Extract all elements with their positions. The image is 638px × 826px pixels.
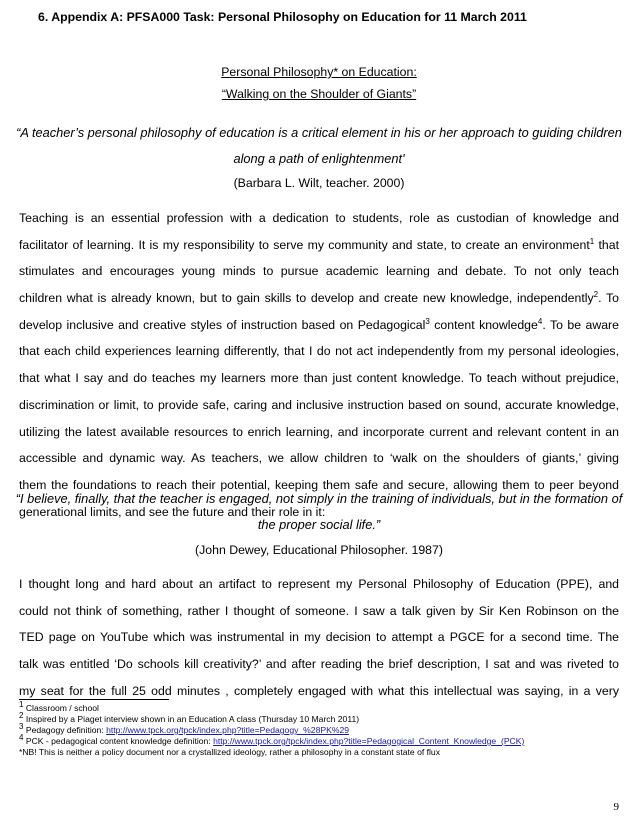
text-line: I thought long and hard about an artifact to represent my Personal Philosophy of Education (PPE), and <box>19 577 619 591</box>
essay-title: Personal Philosophy* on Education: <box>221 65 417 79</box>
quote-dewey-line2: the proper social life.” <box>257 517 381 532</box>
footnote-ref: 4 <box>537 316 543 326</box>
text-line: develop inclusive and creative styles of instruction based on Pedagogical$^3$ content knowledge$^4$. To be aware <box>19 316 619 332</box>
text-line: discrimination or limit, to provide safe, caring and inclusive instruction based on sound, accurate knowledge, <box>19 397 619 412</box>
text-line: could not think of something, rather I thought of someone. I saw a talk given by Sir Ken Robinson on the <box>19 603 619 618</box>
paragraph-teaching <box>19 205 619 525</box>
footnote-note: *NB! This is neither a policy document nor a crystallized ideology, rather a philosophy in a constant state of flux <box>19 747 440 757</box>
text-line: them the foundations to reach their potential, keeping them safe and secure, allowing them to peer beyond <box>19 477 619 492</box>
footnote-1: $^1$ Classroom / school <box>19 700 99 713</box>
text-line: TED page on YouTube which was instrumental in my decision to attempt a PGCE for a second time. The <box>19 630 619 645</box>
text-line: facilitator of learning. It is my responsibility to serve my community and state, to create an environment$^1$ that <box>19 236 619 252</box>
text-line: talk was entitled ‘Do schools kill creativity?’ and after reading the brief description, I sat and was riveted to <box>19 657 619 672</box>
quote-dewey-line1: “I believe, finally, that the teacher is engaged, not simply in the training of individuals, but in the formation of <box>15 491 623 506</box>
text-line: my seat for the full 25 odd minutes , completely engaged with what this intellectual was saying, in a very <box>19 683 619 698</box>
footnote-3: $^3$ Pedagogy definition: http://www.tpck.org/tpck/index.php?title=Pedagogy_%28PK%29 <box>19 722 350 735</box>
quote-dewey-attribution: (John Dewey, Educational Philosopher. 1987) <box>195 543 443 557</box>
footnote-2: $^2$ Inspired by a Piaget interview shown in an Education A class (Thursday 10 March 2011) <box>19 711 360 724</box>
text-line: children what is already known, but to gain skills to develop and create new knowledge, independently$^2$. To <box>19 289 619 306</box>
text-line: stimulates and encourages young minds to pursue academic learning and debate. To not only teach <box>19 264 619 279</box>
footnote-ref: 3 <box>425 316 430 326</box>
text-line: accessible and dynamic way. As teachers, we allow children to ‘walk on the shoulders of giants,’ giving <box>19 451 619 466</box>
paragraph-artifact <box>19 571 619 704</box>
footnote-4: $^4$ PCK - pedagogical content knowledge definition: http://www.tpck.org/tpck/index.php?title=Pedagogical_Content_Knowledge_(PCK) <box>19 733 525 746</box>
quote-wilt-line1: “A teacher’s personal philosophy of education is a critical element in his or her approach to guiding children <box>16 125 622 140</box>
text-line: generational limits, and see the future and their role in it: <box>19 504 326 519</box>
section-heading: 6. Appendix A: PFSA000 Task: Personal Philosophy on Education for 11 March 2011 <box>38 10 527 24</box>
quote-wilt-line2: along a path of enlightenment' <box>233 151 405 166</box>
footnote-ref: 1 <box>589 236 595 246</box>
footnote-divider <box>19 699 169 700</box>
page-number: 9 <box>613 801 619 813</box>
pedagogy-link[interactable]: http://www.tpck.org/tpck/index.php?title=Pedagogy_%28PK%29 <box>106 725 350 735</box>
text-line: Teaching is an essential profession with a dedication to students, role as custodian of knowledge and <box>19 211 619 225</box>
pck-link[interactable]: http://www.tpck.org/tpck/index.php?title=Pedagogical_Content_Knowledge_(PCK) <box>213 736 525 746</box>
text-line: utilizing the latest available resources to enrich learning, and incorporate current and relevant content in an <box>19 424 619 439</box>
text-line: that each child experiences learning differently, that I do not act independently from my personal ideologies, <box>19 344 619 359</box>
quote-wilt-attribution: (Barbara L. Wilt, teacher. 2000) <box>233 176 405 190</box>
essay-subtitle: “Walking on the Shoulder of Giants” <box>221 87 417 101</box>
text-line: that what I say and do teaches my learners more than just content knowledge. To teach without prejudice, <box>19 371 619 386</box>
footnote-ref: 2 <box>593 289 599 299</box>
